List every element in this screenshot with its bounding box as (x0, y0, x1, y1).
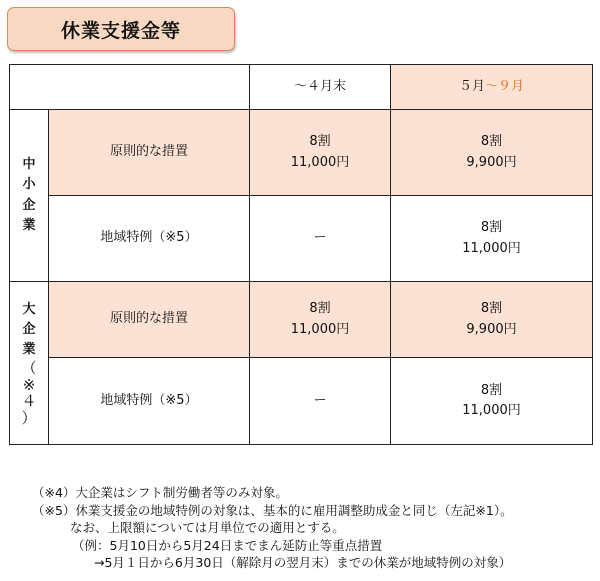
table-row (10, 282, 593, 358)
cell-until-april (250, 110, 391, 196)
table-header-row (10, 65, 593, 110)
category-char: 企 (22, 321, 36, 337)
cap-amount: 11,000円 (462, 403, 521, 418)
table-row (10, 196, 593, 282)
category-note-char: ※ (22, 375, 36, 394)
category-note-char: ４ (21, 392, 37, 411)
cap-amount: 11,000円 (462, 240, 521, 256)
table-row (10, 110, 593, 196)
cell-may-september (391, 196, 593, 282)
cap-amount: 11,000円 (290, 321, 350, 337)
rate-text: 8割 (309, 134, 331, 150)
footnotes (32, 484, 592, 572)
category-sme (10, 110, 49, 282)
page-title: 休業支援金等 (7, 7, 235, 51)
category-char: 業 (22, 342, 36, 358)
rate-text: 8割 (480, 220, 503, 236)
rate-text: 8割 (480, 301, 503, 317)
header-to-september: ～９月 (485, 78, 525, 94)
category-char: 業 (22, 217, 36, 233)
category-char: 中 (22, 157, 36, 173)
cell-until-april (250, 282, 391, 358)
header-empty-cell (10, 65, 250, 110)
header-may-september (391, 65, 593, 110)
row-label: 地域特例（※5） (49, 196, 250, 282)
header-may: ５月 (458, 78, 485, 94)
footnote-5: （※5）休業支援金の地域特例の対象は、基本的に雇用調整助成金と同じ（左記※1）。 (32, 502, 513, 518)
cap-amount: 9,900円 (466, 154, 517, 170)
category-char: 小 (22, 177, 36, 193)
table-row (10, 358, 593, 445)
cap-amount: 9,900円 (466, 321, 517, 337)
footnote-5-example: （例：5月10日から5月24日までまん延防止等重点措置 (72, 537, 383, 553)
dash-text: ー (313, 392, 327, 408)
cell-may-september (391, 282, 593, 358)
subsidy-table (9, 64, 593, 445)
rate-text: 8割 (309, 301, 331, 317)
footnote-5-example-result: →5月１日から6月30日（解除月の翌月末）までの休業が地域特例の対象） (94, 555, 512, 570)
header-until-april: ～４月末 (250, 65, 391, 110)
cell-until-april (250, 196, 391, 282)
row-label: 地域特例（※5） (49, 358, 250, 445)
rate-text: 8割 (480, 134, 503, 150)
category-char: 企 (22, 197, 36, 213)
cell-may-september (391, 110, 593, 196)
category-char: 大 (22, 301, 36, 317)
cap-amount: 11,000円 (290, 154, 350, 170)
row-label: 原則的な措置 (49, 110, 250, 196)
category-large (10, 282, 49, 445)
footnote-4: （※4）大企業はシフト制労働者等のみ対象。 (32, 485, 288, 500)
category-note-char: （ (21, 359, 37, 378)
cell-may-september (391, 358, 593, 445)
footnote-5-cap: なお、上限額については月単位での適用とする。 (70, 520, 345, 535)
category-note-char: ） (21, 408, 37, 427)
dash-text: ー (313, 230, 327, 246)
rate-text: 8割 (480, 382, 503, 398)
row-label: 原則的な措置 (49, 282, 250, 358)
cell-until-april (250, 358, 391, 445)
